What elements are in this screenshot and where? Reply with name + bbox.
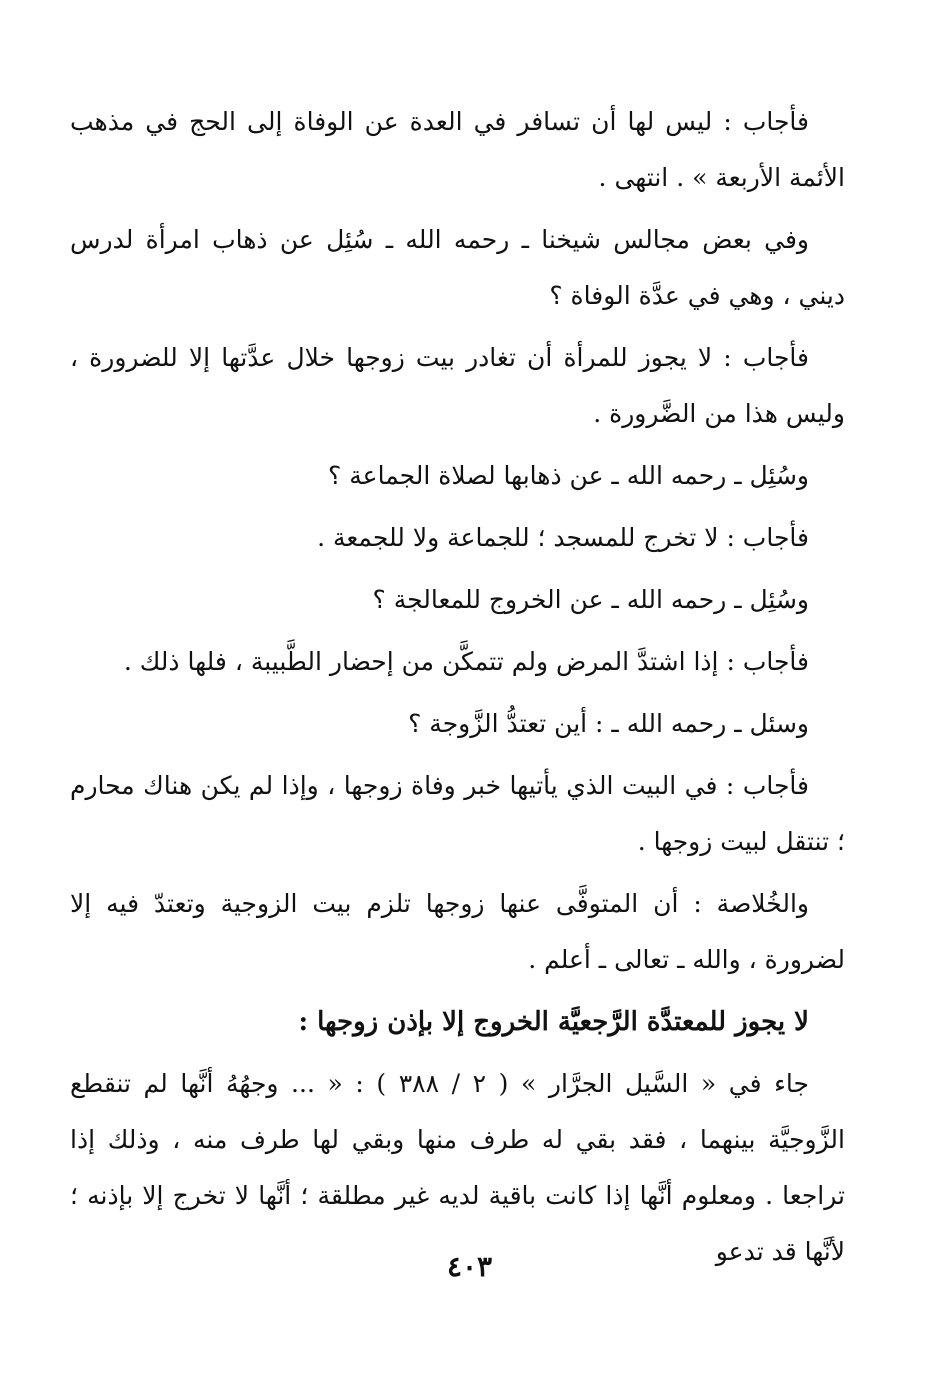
page-body <box>70 94 845 1286</box>
paragraph-question-lesson: وفي بعض مجالس شيخنا ـ رحمه الله ـ سُئِل عن ذهاب امرأة لدرس ديني ، وهي في عدَّة الوفاة ؟ <box>70 225 845 310</box>
paragraph-quote: جاء في « السَّيل الجرَّار » ( ٢ / ٣٨٨ ) : « ... وجهُهُ أنَّها لم تنقطع الزَّوجيَّة بينهما ، فقد بقي له طرف منها وبقي لها طرف منه ، وذلك إذا تراجعا . ومعلوم أنَّها إذا كانت باقية لديه غير مطلقة ؛ أنَّها لا تخرج إلا بإذنه ؛ لأنَّها قد تدعو <box>70 1069 845 1266</box>
paragraph-question-treatment: وسُئِل ـ رحمه الله ـ عن الخروج للمعالجة ؟ <box>372 585 809 614</box>
paragraph-answer-where: فأجاب : في البيت الذي يأتيها خبر وفاة زوجها ، وإذا لم يكن هناك محارم ؛ تنتقل لبيت زوجها . <box>70 771 845 856</box>
paragraph-answer-hajj: فأجاب : ليس لها أن تسافر في العدة عن الوفاة إلى الحج في مذهب الأئمة الأربعة » . انتهى . <box>70 107 845 192</box>
paragraph-question-prayer: وسُئِل ـ رحمه الله ـ عن ذهابها لصلاة الجماعة ؟ <box>328 461 809 490</box>
paragraph-question-where: وسئل ـ رحمه الله ـ : أين تعتدُّ الزَّوجة ؟ <box>408 709 809 738</box>
page-number: ٤٠٣ <box>446 1250 493 1283</box>
paragraph-answer-treatment: فأجاب : إذا اشتدَّ المرض ولم تتمكَّن من إحضار الطَّبيبة ، فلها ذلك . <box>123 647 809 676</box>
paragraph-summary: والخُلاصة : أن المتوفَّى عنها زوجها تلزم بيت الزوجية وتعتدّ فيه إلا لضرورة ، والله ـ تعالى ـ أعلم . <box>70 889 845 974</box>
section-heading: لا يجوز للمعتدَّة الرَّجعيَّة الخروج إلا بإذن زوجها : <box>298 1007 809 1037</box>
paragraph-answer-leave-house: فأجاب : لا يجوز للمرأة أن تغادر بيت زوجها خلال عدَّتها إلا للضرورة ، وليس هذا من الضَّرورة . <box>70 343 845 428</box>
paragraph-answer-prayer: فأجاب : لا تخرج للمسجد ؛ للجماعة ولا للجمعة . <box>317 523 809 552</box>
